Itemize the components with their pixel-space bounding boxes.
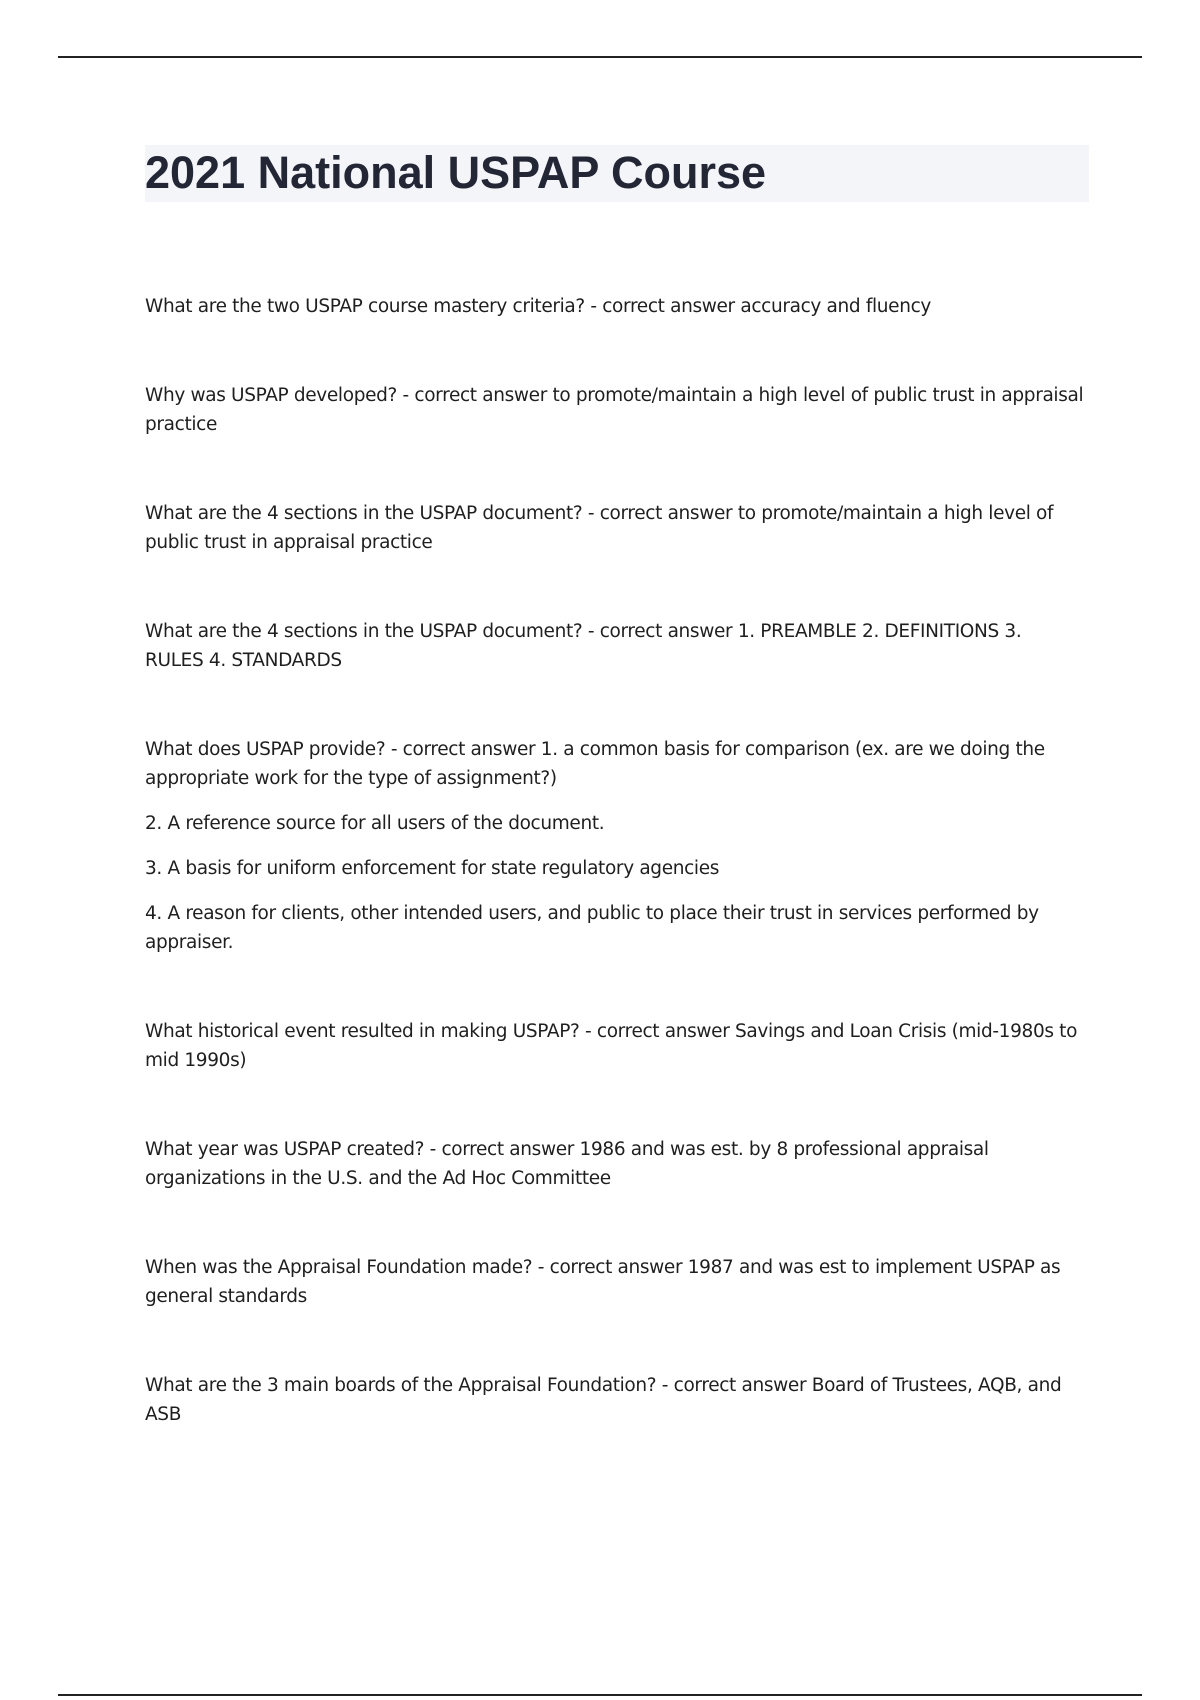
title-banner xyxy=(145,145,1089,202)
qa-item xyxy=(145,292,1085,321)
qa-list-point: 2. A reference source for all users of the document. xyxy=(145,813,605,834)
page-title: 2021 National USPAP Course xyxy=(145,147,767,198)
qa-text: What are the 4 sections in the USPAP document? - correct answer 1. PREAMBLE 2. DEFINITIONS 3. RULES 4. STANDARDS xyxy=(145,621,1022,671)
qa-item xyxy=(145,617,1085,675)
qa-list-point: 3. A basis for uniform enforcement for state regulatory agencies xyxy=(145,858,720,879)
qa-item xyxy=(145,1371,1085,1429)
qa-item xyxy=(145,1017,1085,1075)
qa-text: What year was USPAP created? - correct answer 1986 and was est. by 8 professional appraisal organizations in the U.S. and the Ad Hoc Committee xyxy=(145,1139,989,1189)
bottom-rule xyxy=(58,1694,1142,1696)
qa-item xyxy=(145,381,1085,439)
top-rule xyxy=(58,56,1142,58)
qa-text: Why was USPAP developed? - correct answer to promote/maintain a high level of public trust in appraisal practice xyxy=(145,385,1084,435)
qa-text: What are the two USPAP course mastery criteria? - correct answer accuracy and fluency xyxy=(145,296,931,317)
qa-text: What does USPAP provide? - correct answer 1. a common basis for comparison (ex. are we doing the appropriate work for the type of assignment?) xyxy=(145,739,1045,789)
qa-item xyxy=(145,1135,1085,1193)
qa-item xyxy=(145,1253,1085,1311)
qa-text: What historical event resulted in making USPAP? - correct answer Savings and Loan Crisis (mid-1980s to mid 1990s) xyxy=(145,1021,1078,1071)
qa-list-point: 4. A reason for clients, other intended users, and public to place their trust in services performed by appraiser. xyxy=(145,903,1039,953)
qa-item xyxy=(145,735,1085,957)
qa-list xyxy=(145,292,1085,1489)
qa-item xyxy=(145,499,1085,557)
qa-text: When was the Appraisal Foundation made? - correct answer 1987 and was est to implement USPAP as general standards xyxy=(145,1257,1061,1307)
qa-text: What are the 4 sections in the USPAP document? - correct answer to promote/maintain a high level of public trust in appraisal practice xyxy=(145,503,1054,553)
qa-text: What are the 3 main boards of the Appraisal Foundation? - correct answer Board of Trustees, AQB, and ASB xyxy=(145,1375,1062,1425)
